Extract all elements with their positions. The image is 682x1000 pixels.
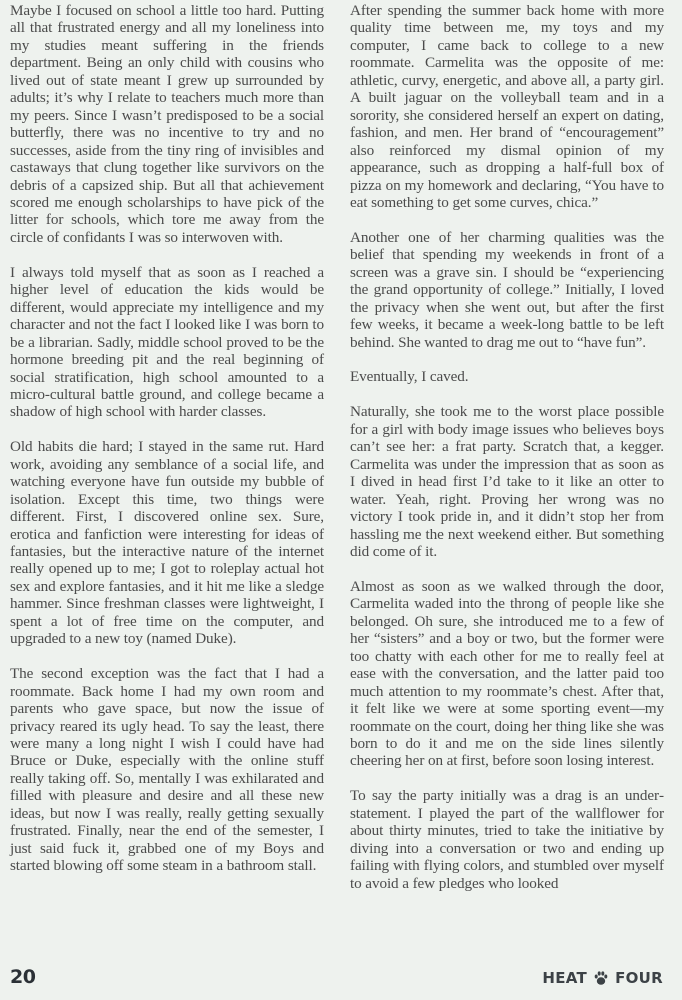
brand-word-left: HEAT bbox=[542, 969, 588, 987]
paragraph: Almost as soon as we walked through the door, Carmelita waded into the throng of people like she belonged. Oh sure, she introduced me to a few of her “sisters” and a boy or two, but the former were too chatty with each other for me to really feel at ease with the conversation, and the latter paid too much attention to my roommate’s chest. After that, it felt like we were at some sporting event—my roommate on the court, doing her thing like she was born to do it and me on the side lines silently cheering her on at first, before soon losing interest. bbox=[350, 577, 664, 770]
page-number: 20 bbox=[10, 966, 36, 988]
right-column bbox=[350, 2, 664, 909]
paragraph: Naturally, she took me to the worst place possible for a girl with body image issues who believes boys can’t see her: a frat party. Scratch that, a kegger. Carmelita was under the impression that as soon as I dived in head first I’d take to it like an otter to water. Yeah, right. Proving her wrong was no victory I took pride in, and it didn’t stop her from hassling me the next weekend either. But something did come of it. bbox=[350, 403, 664, 560]
paragraph: To say the party initially was a drag is an understatement. I played the part of the wallflower for about thirty minutes, tried to take the initiative by diving into a conversation or two and ending up failing with flying colors, and stumbled over myself to avoid a few pledges who looked bbox=[350, 787, 664, 892]
paragraph: Old habits die hard; I stayed in the same rut. Hard work, avoiding any semblance of a social life, and watching everyone have fun outside my bubble of isolation. Except this time, two things were different. First, I discovered online sex. Sure, erotica and fanfiction were interesting for ideas of fantasies, but the interactive nature of the internet really opened up to me; I got to roleplay actual hot sex and explore fantasies, and it hit me like a sledge hammer. Since freshman classes were lightweight, I spent a lot of free time on the computer, and upgraded to a new toy (named Duke). bbox=[10, 438, 324, 648]
paragraph: Eventually, I caved. bbox=[350, 368, 469, 386]
paragraph: Maybe I focused on school a little too hard. Putting all that frustrated energy and all my loneliness into my studies meant suffering in the friends department. Being an only child with cousins who lived out of state meant I grew up surrounded by adults; it’s why I relate to teachers much more than my peers. Since I wasn’t predisposed to be a social butterfly, there was no incentive to try and no successes, aside from the tiny ring of invisibles and castaways that clung together like survivors on the debris of a capsized ship. But all that achievement scored me enough scholarships to have pick of the litter for schools, which tore me away from the circle of confidants I was so interwoven with. bbox=[10, 2, 324, 246]
brand-word-right: FOUR bbox=[615, 969, 663, 987]
paragraph: After spending the summer back home with more quality time between me, my toys and my computer, I came back to college to a new roommate. Carmelita was the opposite of me: athletic, curvy, energetic, and above all, a party girl. A built jaguar on the volleyball team and in a sorority, she considered herself an expert on dating, fashion, and men. Her brand of “encouragement” also reinforced my dismal opinion of my appearance, such as dropping a half-full box of pizza on my homework and declaring, “You have to eat something to get some curves, chica.” bbox=[350, 2, 664, 211]
paragraph: I always told myself that as soon as I reached a higher level of education the kids would be different, would appreciate my intelligence and my character and not the fact I looked like I was born to be a librarian. Sadly, middle school proved to be the hormone breeding pit and the real beginning of social stratification, high school amounted to a micro-cultural battle ground, and college became a shadow of high school with harder classes. bbox=[10, 263, 324, 421]
paragraph: Another one of her charming qualities was the belief that spending my weekends in front of a screen was a grave sin. I should be “experiencing the grand opportunity of college.” Initially, I loved the privacy when she went out, but after the first few weeks, it became a week-long battle to be left behind. She wanted to drag me out to “have fun”. bbox=[350, 228, 664, 351]
left-column bbox=[10, 2, 324, 892]
publication-brand bbox=[542, 969, 663, 987]
paw-print-icon bbox=[594, 970, 608, 986]
paragraph: The second exception was the fact that I had a roommate. Back home I had my own room and parents who gave space, but now the issue of privacy reared its ugly head. To say the least, there were many a long night I wish I could have had Bruce or Duke, especially with the online stuff really taking off. So, mentally I was exhilarated and filled with pleasure and desire and all these new ideas, but now I was really, really getting sexually frustrated. Finally, near the end of the semester, I just said fuck it, grabbed one of my Boys and started blowing off some steam in a bathroom stall. bbox=[10, 665, 324, 875]
